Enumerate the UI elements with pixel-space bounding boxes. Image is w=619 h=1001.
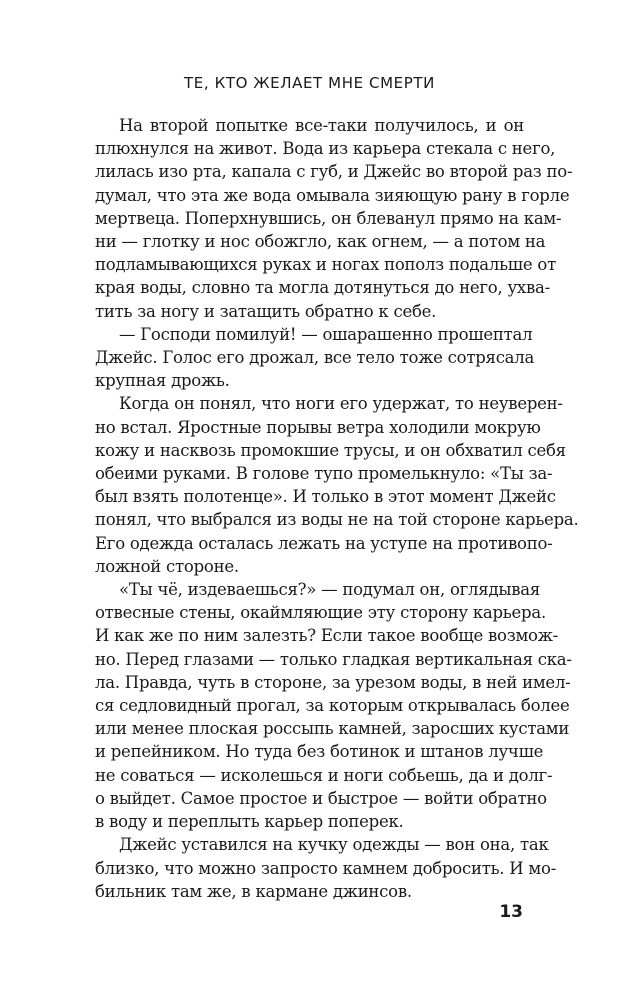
text-line: близко, что можно запросто камнем добросить. И мо- [95, 858, 557, 878]
text-line: но встал. Яростные порывы ветра холодили мокрую [95, 417, 541, 437]
text-line: лилась изо рта, капала с губ, и Джейс во второй раз по- [95, 162, 573, 182]
text-line: кожу и насквозь промокшие трусы, и он обхватил себя [95, 440, 566, 460]
text-line: ла. Правда, чуть в стороне, за урезом воды, в ней имел- [95, 672, 571, 692]
text-line: не соваться — исколешься и ноги собьешь, да и долг- [95, 765, 553, 785]
text-line: И как же по ним залезть? Если такое вообще возмож- [95, 626, 558, 646]
text-line: ни — глотку и нос обожгло, как огнем, — а потом на [95, 232, 546, 252]
body-text [95, 114, 579, 903]
text-line: мертвеца. Поперхнувшись, он блеванул прямо на кам- [95, 208, 562, 228]
text-line: о выйдет. Самое простое и быстрое — войти обратно [95, 788, 547, 808]
text-line: На второй попытке все-таки получилось, и он [119, 116, 524, 135]
text-line: в воду и переплыть карьер поперек. [95, 812, 404, 832]
text-line: края воды, словно та могла дотянуться до него, ухва- [95, 278, 550, 298]
text-line: думал, что эта же вода омывала зияющую рану в горле [95, 185, 570, 205]
running-title: ТЕ, КТО ЖЕЛАЕТ МНЕ СМЕРТИ [184, 74, 435, 92]
text-line: плюхнулся на живот. Вода из карьера стекала с него, [95, 139, 556, 159]
text-line: ложной стороне. [95, 556, 239, 576]
text-line: — Господи помилуй! — ошарашенно прошептал [119, 324, 533, 344]
text-line: Его одежда осталась лежать на уступе на противопо- [95, 533, 553, 553]
text-line: крупная дрожь. [95, 371, 230, 391]
text-line: Когда он понял, что ноги его удержат, то неуверен- [119, 394, 563, 414]
text-line: «Ты чё, издеваешься?» — подумал он, оглядывая [119, 580, 541, 600]
text-line: или менее плоская россыпь камней, заросших кустами [95, 719, 570, 739]
text-line: понял, что выбрался из воды не на той стороне карьера. [95, 510, 579, 530]
page-number: 13 [499, 902, 523, 922]
text-line: Джейс. Голос его дрожал, все тело тоже сотрясала [95, 348, 535, 368]
text-line: ся седловидный прогал, за которым открывалась более [95, 696, 570, 716]
text-line: отвесные стены, окаймляющие эту сторону карьера. [95, 603, 546, 623]
text-line: был взять полотенце». И только в этот момент Джейс [95, 487, 556, 507]
text-line: подламывающихся руках и ногах пополз подальше от [95, 255, 556, 275]
text-line: обеими руками. В голове тупо промелькнуло: «Ты за- [95, 464, 553, 484]
text-line: и репейником. Но туда без ботинок и штанов лучше [95, 742, 544, 762]
text-line: тить за ногу и затащить обратно к себе. [95, 301, 437, 321]
text-line: но. Перед глазами — только гладкая вертикальная ска- [95, 649, 572, 669]
text-line: бильник там же, в кармане джинсов. [95, 881, 412, 901]
text-line: Джейс уставился на кучку одежды — вон она, так [119, 835, 549, 855]
